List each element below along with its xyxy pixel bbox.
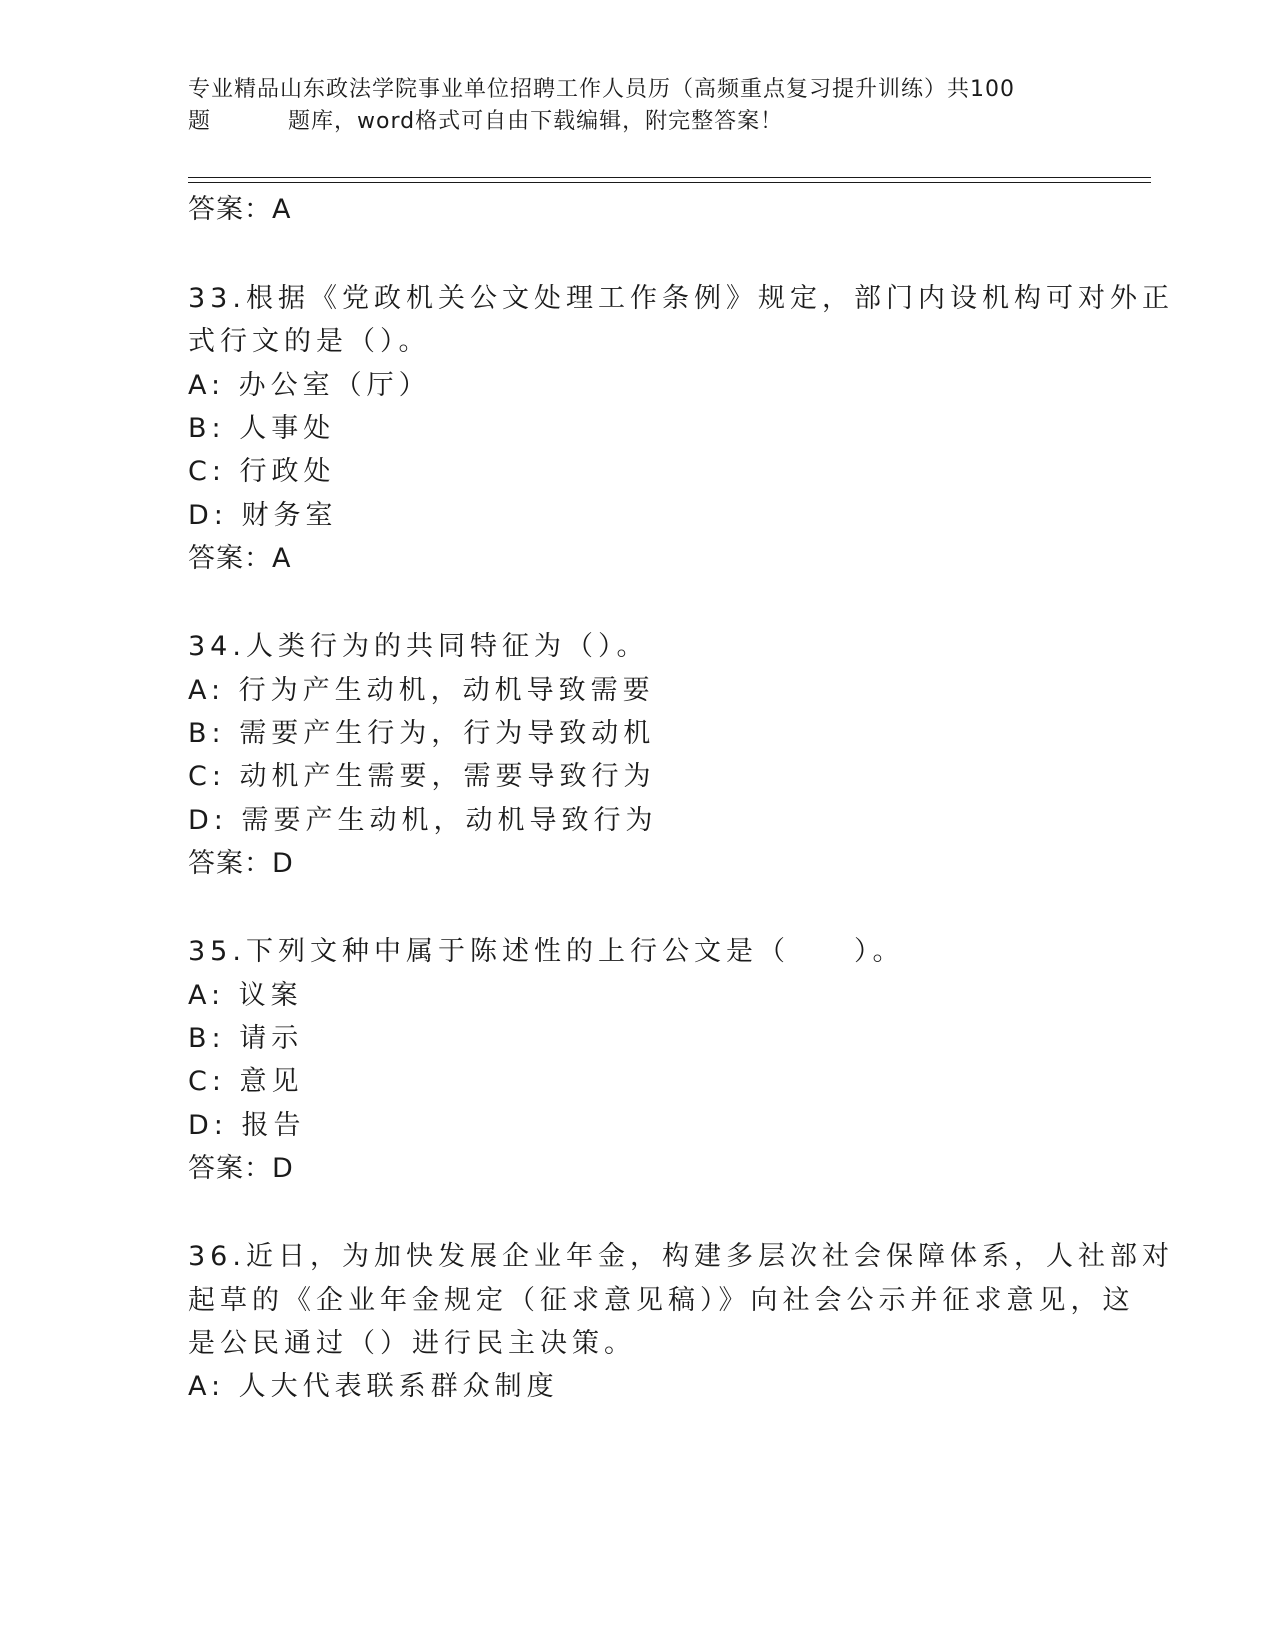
- question-33-option-b: B: 人事处: [188, 413, 336, 444]
- question-34-option-c: C: 动机产生需要，需要导致行为: [188, 761, 656, 792]
- question-33-option-a: A: 办公室（厅）: [188, 370, 431, 401]
- header-divider-top: [188, 177, 1151, 178]
- question-36-text-line-2: 起草的《企业年金规定（征求意见稿）》向社会公示并征求意见，这: [188, 1285, 1135, 1316]
- question-36-option-a: A: 人大代表联系群众制度: [188, 1371, 559, 1402]
- header-title-line-2: [188, 106, 1088, 138]
- header-title-line-1: 专业精品山东政法学院事业单位招聘工作人员历（高频重点复习提升训练）共100: [188, 77, 1015, 102]
- question-35-option-a: A: 议案: [188, 980, 303, 1011]
- question-34-option-b: B: 需要产生行为，行为导致动机: [188, 718, 656, 749]
- question-33-option-d: D: 财务室: [188, 500, 338, 531]
- header-title-line-2-right: 题库，word格式可自由下载编辑，附完整答案！: [288, 109, 784, 134]
- question-34-option-d: D: 需要产生动机，动机导致行为: [188, 805, 658, 836]
- page-header: [188, 74, 1088, 138]
- question-34-option-a: A: 行为产生动机，动机导致需要: [188, 675, 655, 706]
- question-35-text-line-1: 35.下列文种中属于陈述性的上行公文是（ ）。: [188, 936, 905, 967]
- question-36-text-line-1: 36.近日，为加快发展企业年金，构建多层次社会保障体系，人社部对: [188, 1241, 1174, 1272]
- header-divider-bottom: [188, 182, 1151, 183]
- question-33-option-c: C: 行政处: [188, 456, 336, 487]
- previous-answer: 答案：A: [188, 194, 292, 225]
- question-35-option-c: C: 意见: [188, 1066, 304, 1097]
- question-36-text-line-3: 是公民通过（）进行民主决策。: [188, 1328, 636, 1359]
- question-33-answer: 答案：A: [188, 543, 292, 574]
- question-35-option-b: B: 请示: [188, 1023, 304, 1054]
- question-33-text-line-1: 33.根据《党政机关公文处理工作条例》规定，部门内设机构可对外正: [188, 283, 1174, 314]
- question-34-answer: 答案：D: [188, 848, 294, 879]
- question-35-option-d: D: 报告: [188, 1110, 306, 1141]
- question-33-text-line-2: 式行文的是（）。: [188, 326, 431, 357]
- question-34-text-line-1: 34.人类行为的共同特征为（）。: [188, 631, 649, 662]
- question-35-answer: 答案：D: [188, 1153, 294, 1184]
- header-title-line-2-left: 题: [188, 109, 212, 134]
